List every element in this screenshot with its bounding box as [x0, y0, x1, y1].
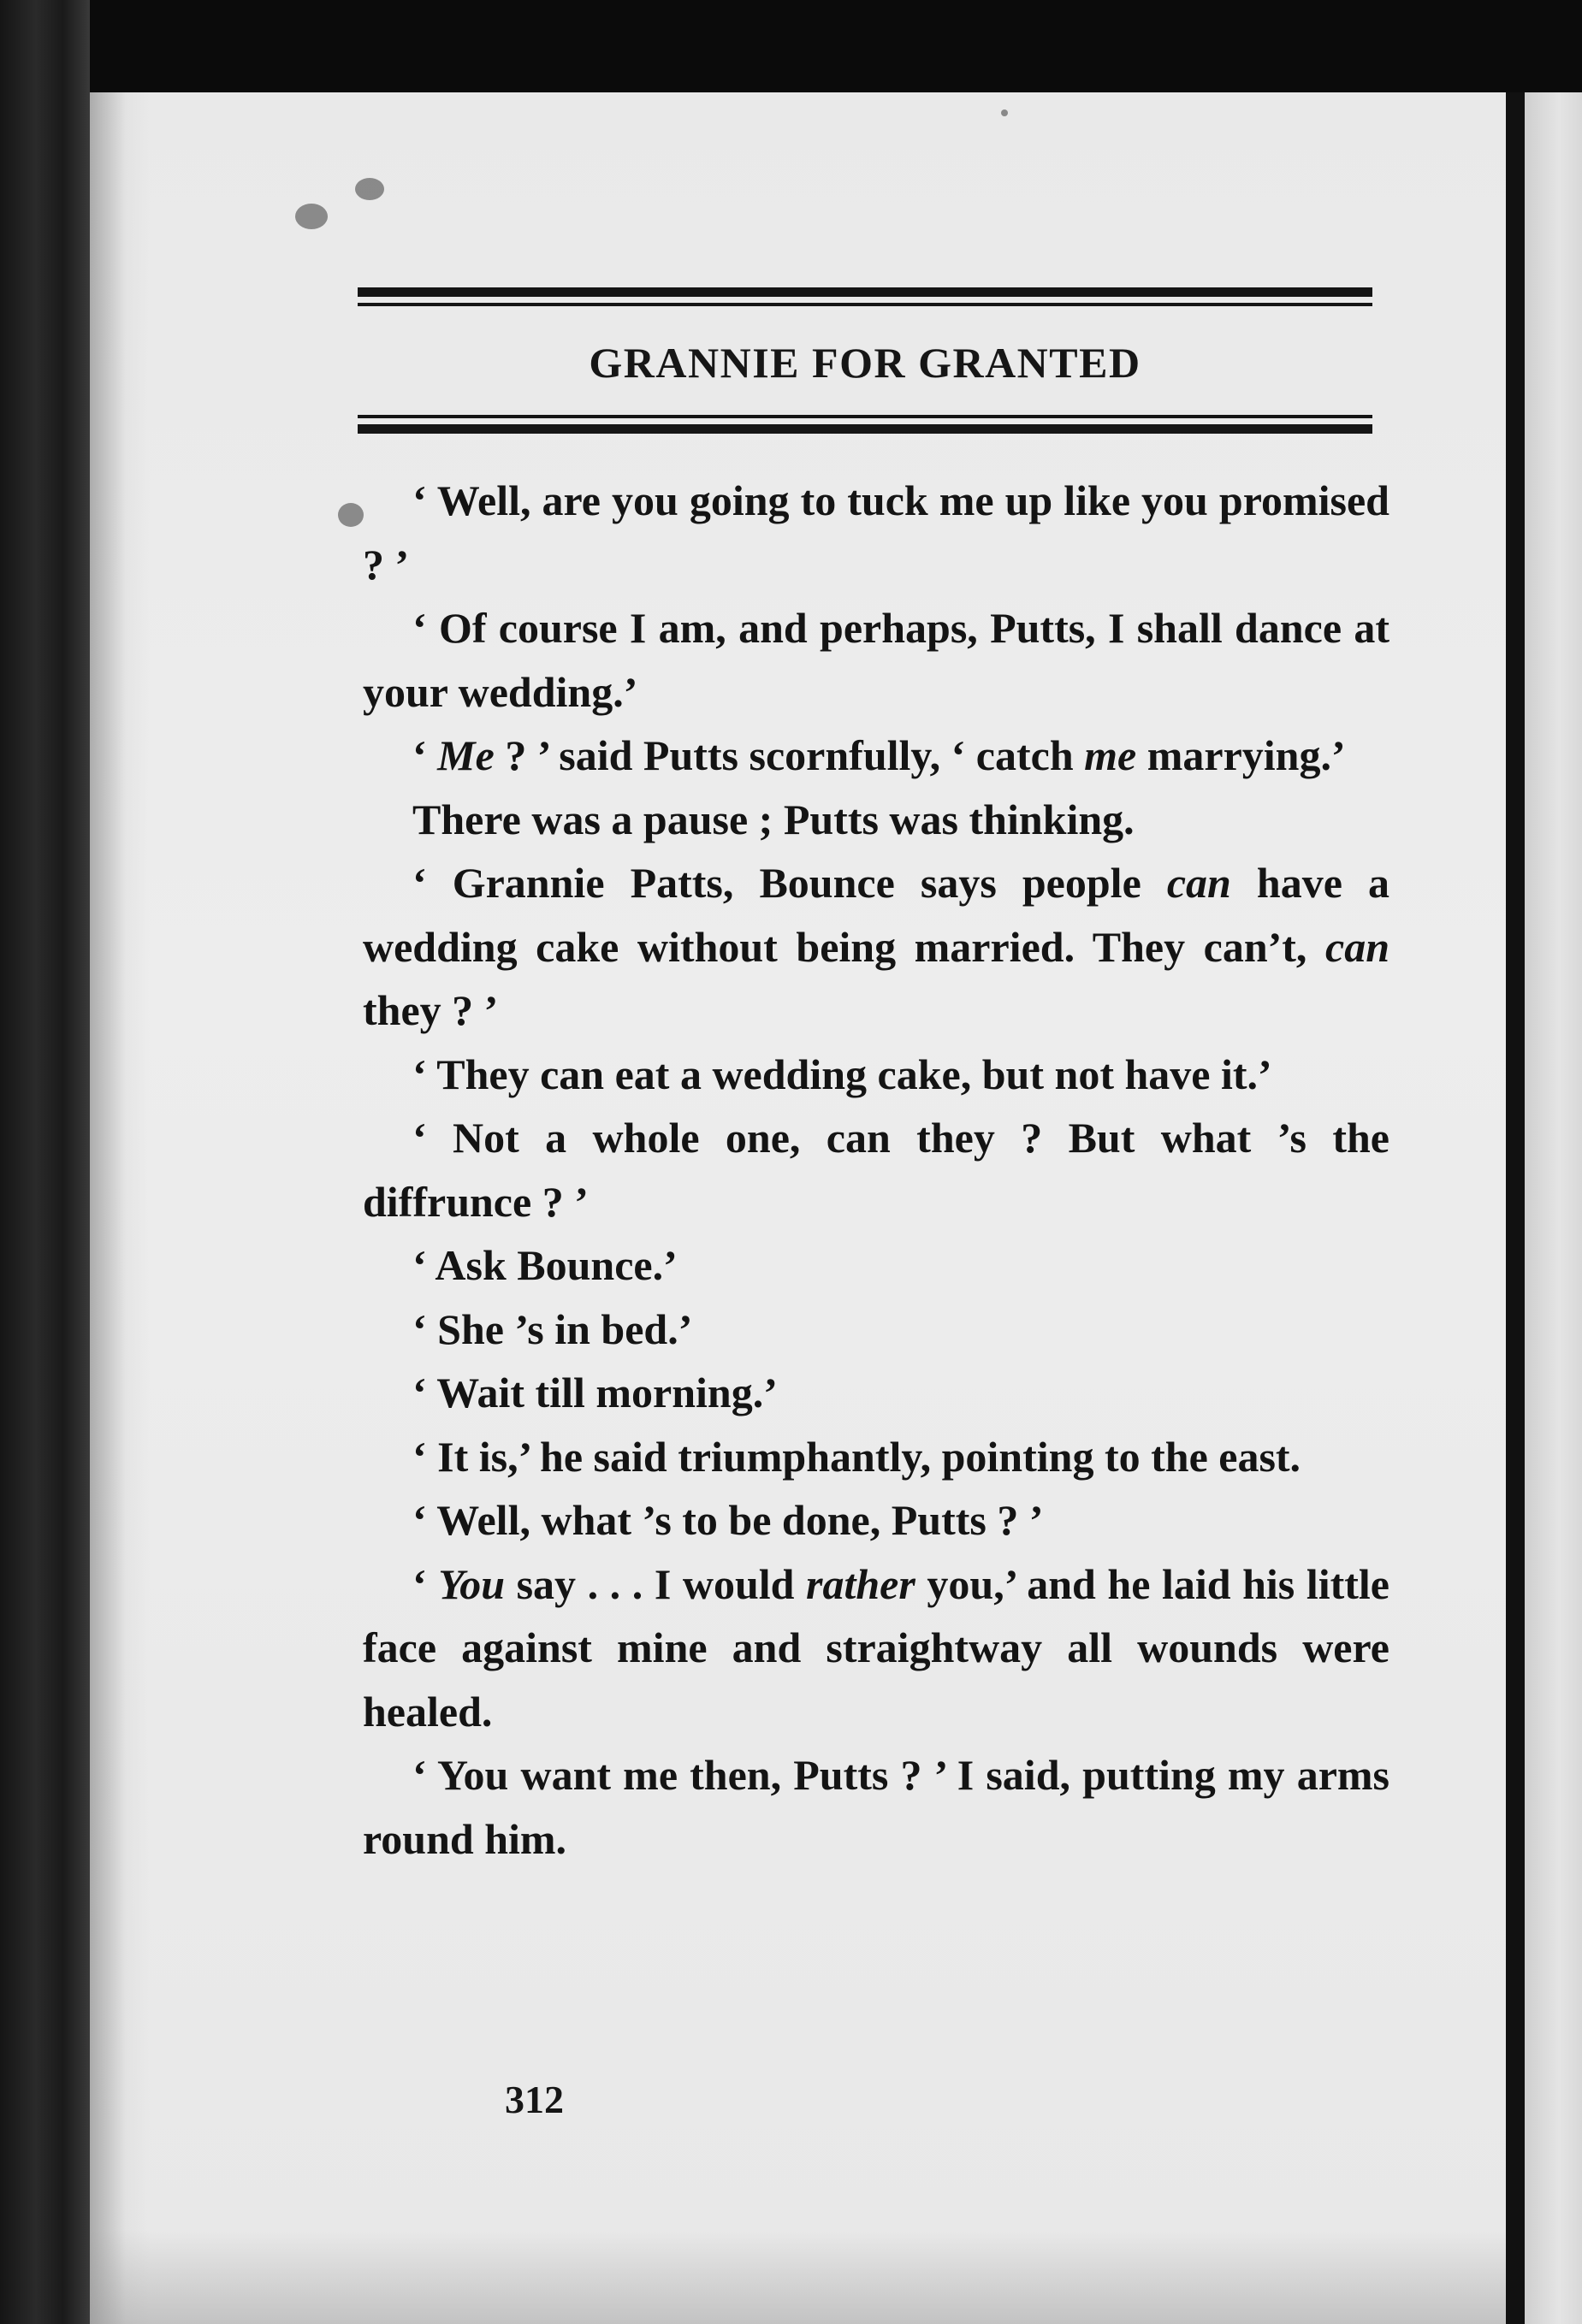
paragraph [363, 1106, 1389, 1233]
page-gutter-shadow [90, 92, 150, 2324]
text-run: ‘ Well, are you going to tuck me up like you promised ? ’ [363, 476, 1389, 588]
page-spine-gutter [1506, 92, 1525, 2324]
paragraph [363, 1233, 1389, 1298]
header-rule-bottom-thin [358, 415, 1372, 418]
paragraph [363, 1361, 1389, 1425]
text-run: say . . . I would [505, 1559, 807, 1608]
paragraph [363, 788, 1389, 852]
ink-speck [338, 503, 364, 527]
text-run: ‘ They can eat a wedding cake, but not have it.’ [412, 1050, 1272, 1098]
text-run: marrying.’ [1136, 731, 1346, 779]
text-run: they ? ’ [363, 986, 499, 1034]
paragraph [363, 1743, 1389, 1871]
text-run: ‘ [412, 731, 438, 779]
paragraph [363, 724, 1389, 788]
italic-text: can [1325, 922, 1389, 971]
paragraph [363, 1425, 1389, 1489]
italic-text: Me [437, 731, 495, 779]
page-bottom-shadow [90, 2230, 1506, 2324]
header-rule-top-thin [358, 303, 1372, 306]
italic-text: can [1166, 859, 1231, 907]
ink-speck [1001, 109, 1008, 116]
text-run: ‘ She ’s in bed.’ [412, 1304, 693, 1353]
paragraph [363, 469, 1389, 596]
header-rule-top-thick [358, 287, 1372, 297]
paragraph [363, 1298, 1389, 1362]
paragraph [363, 1488, 1389, 1552]
book-binding-edge [0, 0, 90, 2324]
paragraph [363, 1552, 1389, 1744]
adjacent-page-edge [1525, 92, 1582, 2324]
text-run: ‘ Of course I am, and perhaps, Putts, I shall dance at your wedding.’ [363, 604, 1389, 716]
text-run: ‘ Not a whole one, can they ? But what ’s the diffrunce ? ’ [363, 1114, 1389, 1226]
body-text [363, 469, 1389, 1871]
text-run: ‘ Wait till morning.’ [412, 1369, 778, 1416]
paragraph [363, 1043, 1389, 1107]
italic-text: me [1084, 731, 1137, 779]
text-run: have a wedding cake without being married. They can’t, [363, 859, 1389, 971]
text-run: ‘ It is,’ he said triumphantly, pointing to the east. [412, 1432, 1301, 1481]
page-number: 312 [505, 2078, 564, 2121]
paragraph [363, 596, 1389, 724]
italic-text: rather [806, 1559, 915, 1608]
text-run: ‘ Grannie Patts, Bounce says people [412, 859, 1167, 907]
paragraph [363, 851, 1389, 1043]
text-run: ‘ You want me then, Putts ? ’ I said, putting my arms round him. [363, 1751, 1389, 1863]
ink-speck [295, 204, 328, 229]
ink-speck [355, 178, 384, 200]
text-run: ‘ [412, 1559, 439, 1608]
header-rule-bottom-thick [358, 424, 1372, 434]
text-run: There was a pause ; Putts was thinking. [412, 795, 1135, 843]
text-run: ‘ Ask Bounce.’ [412, 1241, 678, 1289]
italic-text: You [438, 1559, 506, 1608]
text-run: ? ’ said Putts scornfully, ‘ catch [494, 731, 1085, 779]
running-head: GRANNIE FOR GRANTED [589, 339, 1141, 387]
text-run: ‘ Well, what ’s to be done, Putts ? ’ [412, 1496, 1044, 1544]
text-run: you,’ and he laid his little face against mine and straightway all wounds were healed. [363, 1559, 1389, 1736]
